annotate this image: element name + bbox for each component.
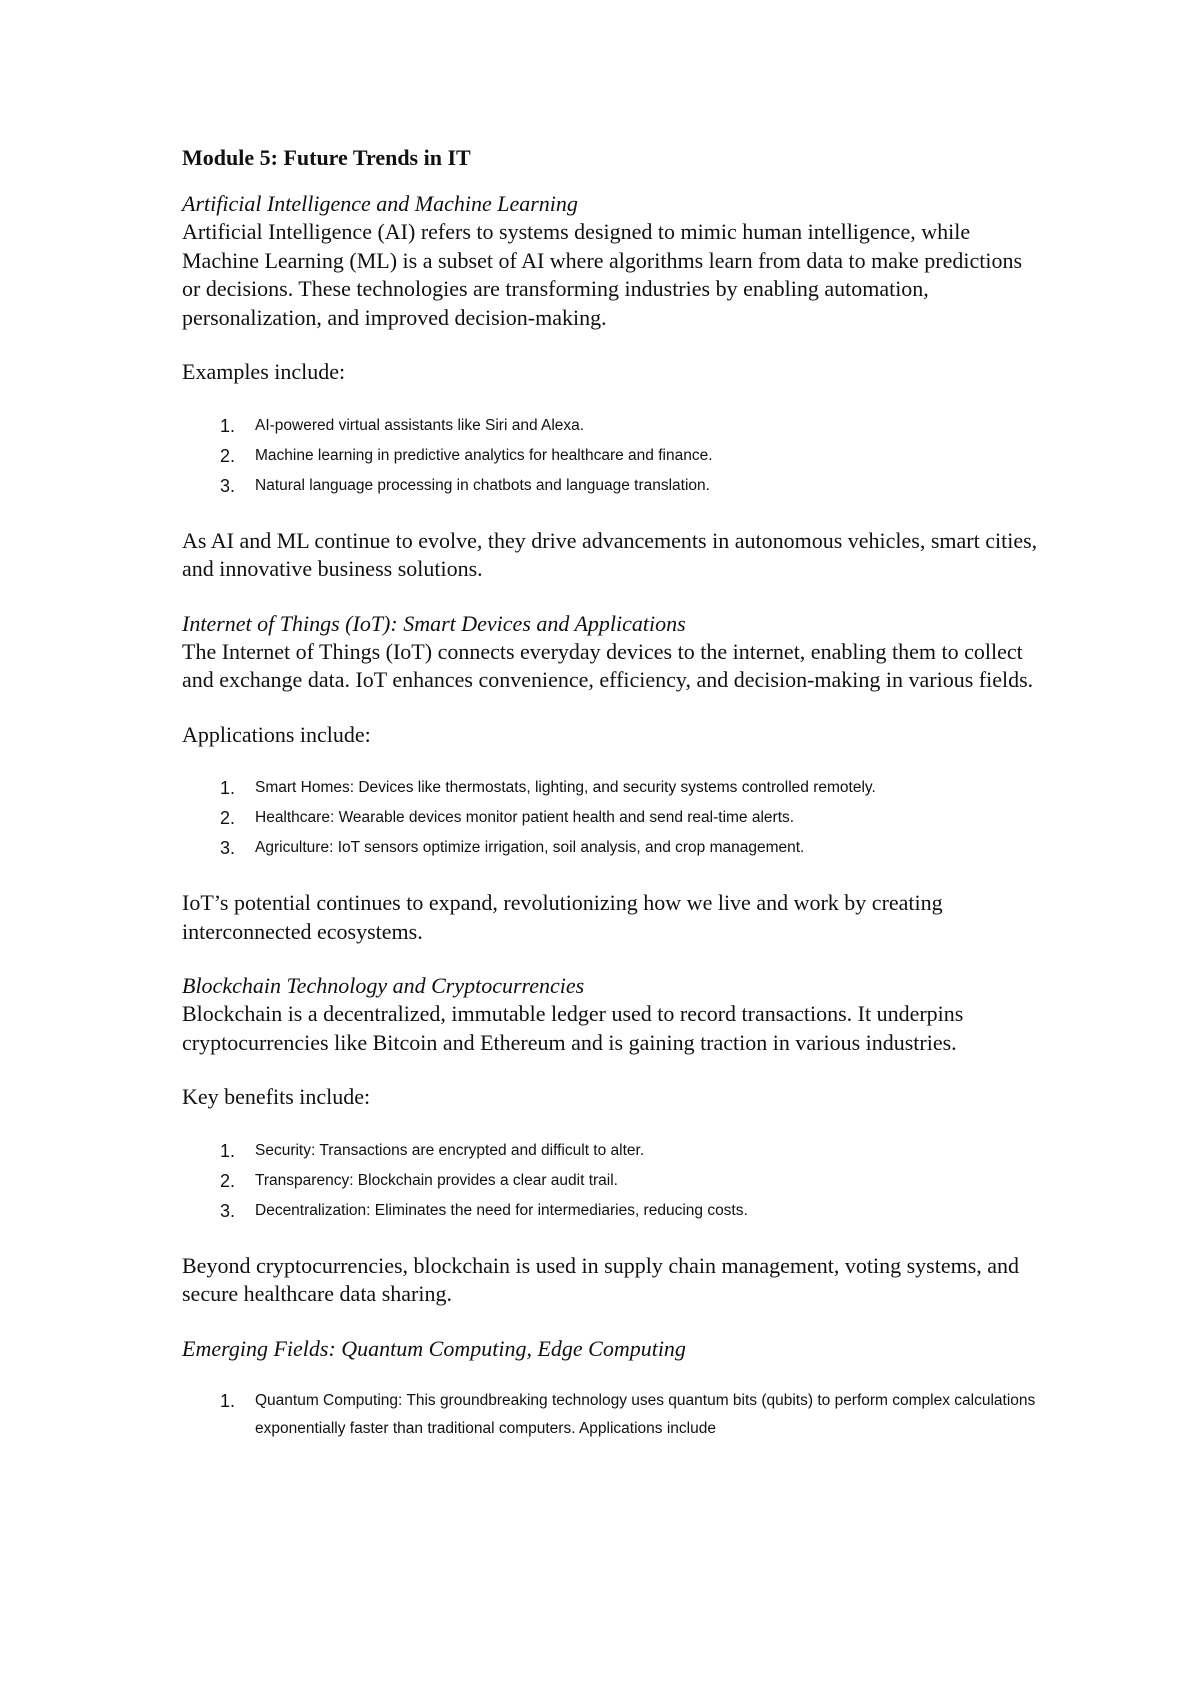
section-closing: Beyond cryptocurrencies, blockchain is used in supply chain management, voting systems, and secure healthcare data sharing. xyxy=(182,1252,1020,1306)
list-number: 1. xyxy=(220,1140,236,1161)
list-item xyxy=(182,773,1042,803)
list-number: 1. xyxy=(220,415,236,436)
list-item xyxy=(182,1387,1042,1443)
section-paragraph: The Internet of Things (IoT) connects everyday devices to the internet, enabling them to collect and exchange data. IoT enhances convenience, efficiency, and decision-making in various fields. xyxy=(182,638,1034,692)
list-number: 1. xyxy=(220,778,236,798)
list-item xyxy=(182,1196,1042,1226)
section-iot xyxy=(182,610,1042,973)
list-number: 3. xyxy=(220,1200,236,1221)
list-item xyxy=(182,441,1042,471)
list-intro: Examples include: xyxy=(182,359,346,384)
list-number: 3. xyxy=(220,838,236,858)
section-ai-ml xyxy=(182,190,1042,610)
section-closing: IoT’s potential continues to expand, revolutionizing how we live and work by creating interconnected ecosystems. xyxy=(182,890,943,944)
numbered-list xyxy=(182,773,1042,863)
list-item-text: Decentralization: Eliminates the need for intermediaries, reducing costs. xyxy=(255,1201,748,1219)
list-item-text: Quantum Computing: This groundbreaking technology uses quantum bits (qubits) to perform complex calculations exponentially faster than traditional computers. Applications include xyxy=(255,1391,1036,1437)
section-heading: Internet of Things (IoT): Smart Devices and Applications xyxy=(182,610,686,636)
numbered-list xyxy=(182,1136,1042,1226)
section-blockchain xyxy=(182,972,1042,1335)
list-item-text: Natural language processing in chatbots and language translation. xyxy=(255,476,710,494)
section-paragraph: Blockchain is a decentralized, immutable ledger used to record transactions. It underpins cryptocurrencies like Bitcoin and Ethereum and is gaining traction in various industries. xyxy=(182,1001,964,1055)
list-intro: Key benefits include: xyxy=(182,1084,371,1109)
list-item-text: Agriculture: IoT sensors optimize irrigation, soil analysis, and crop management. xyxy=(255,839,805,856)
list-number: 2. xyxy=(220,808,236,828)
numbered-list xyxy=(182,1387,1042,1443)
numbered-list xyxy=(182,411,1042,501)
list-number: 3. xyxy=(220,475,236,496)
list-item-text: AI-powered virtual assistants like Siri and Alexa. xyxy=(255,416,585,434)
list-intro: Applications include: xyxy=(182,721,371,747)
section-heading: Emerging Fields: Quantum Computing, Edge Computing xyxy=(182,1335,686,1361)
list-number: 1. xyxy=(220,1390,236,1411)
page-title: Module 5: Future Trends in IT xyxy=(182,145,471,170)
section-paragraph: Artificial Intelligence (AI) refers to systems designed to mimic human intelligence, while Machine Learning (ML) is a subset of AI where algorithms learn from data to make predictions or decisions. These technologies are transforming industries by enabling automation, personalization, and improved decision-making. xyxy=(182,219,1023,330)
list-item xyxy=(182,1136,1042,1166)
section-heading: Artificial Intelligence and Machine Learning xyxy=(182,191,578,216)
list-item xyxy=(182,411,1042,441)
list-item xyxy=(182,471,1042,501)
list-item xyxy=(182,1166,1042,1196)
list-item-text: Security: Transactions are encrypted and difficult to alter. xyxy=(255,1141,645,1159)
list-item xyxy=(182,833,1042,863)
list-item-text: Transparency: Blockchain provides a clear audit trail. xyxy=(255,1171,618,1189)
list-item-text: Smart Homes: Devices like thermostats, lighting, and security systems controlled remotely. xyxy=(255,779,876,796)
section-heading: Blockchain Technology and Cryptocurrencies xyxy=(182,973,585,998)
list-item xyxy=(182,803,1042,833)
list-number: 2. xyxy=(220,445,236,466)
section-emerging xyxy=(182,1335,1042,1443)
list-number: 2. xyxy=(220,1170,236,1191)
document-body xyxy=(182,144,1042,1443)
list-item-text: Healthcare: Wearable devices monitor patient health and send real-time alerts. xyxy=(255,809,795,826)
list-item-text: Machine learning in predictive analytics for healthcare and finance. xyxy=(255,446,713,464)
section-closing: As AI and ML continue to evolve, they drive advancements in autonomous vehicles, smart cities, and innovative business solutions. xyxy=(182,527,1038,581)
